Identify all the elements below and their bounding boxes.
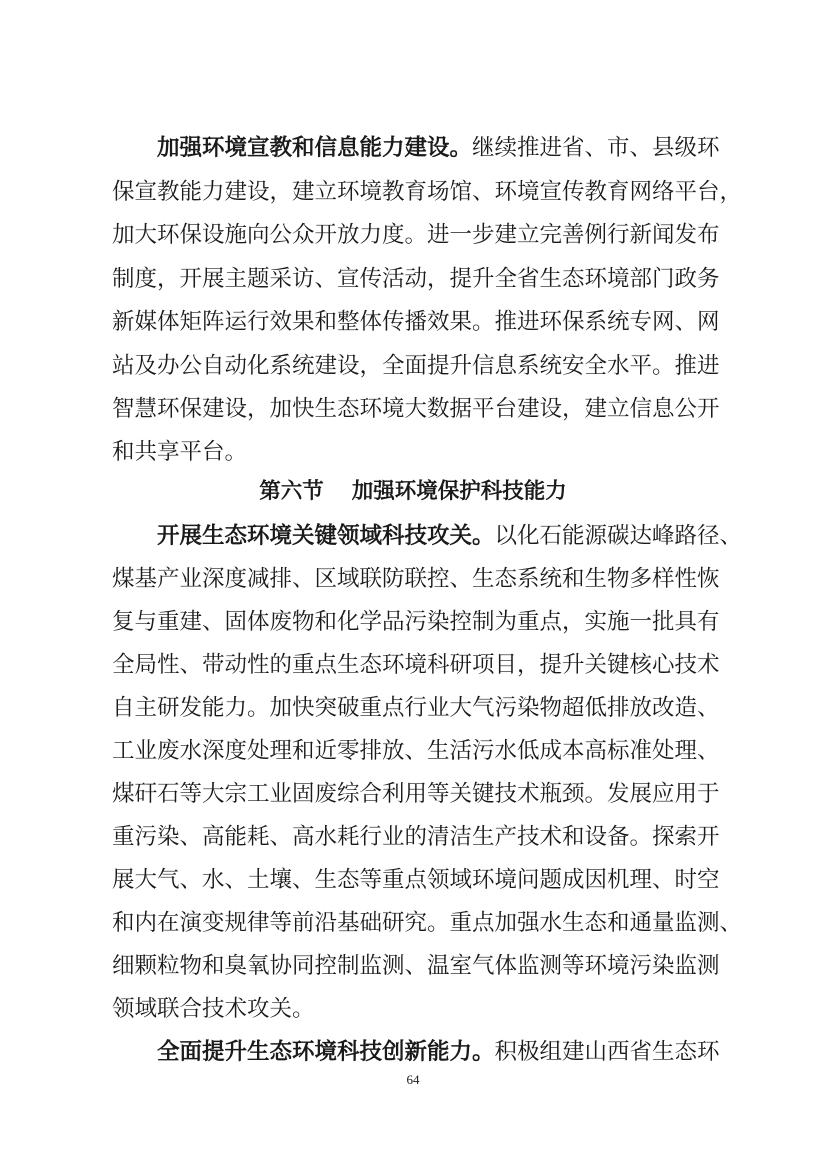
paragraph-2-line-6: 工业废水深度处理和近零排放、生活污水低成本高标准处理、: [112, 738, 720, 764]
paragraph-2-lead: 开展生态环境关键领域科技攻关。: [157, 523, 495, 549]
paragraph-2-line-11: 细颗粒物和臭氧协同控制监测、温室气体监测等环境污染监测: [112, 953, 720, 979]
paragraph-2-line-8: 重污染、高能耗、高水耗行业的清洁生产技术和设备。探索开: [112, 824, 720, 850]
section-heading: [0, 477, 826, 507]
paragraph-3-line-1: 全面提升生态环境科技创新能力。积极组建山西省生态环: [157, 1039, 720, 1065]
paragraph-1-line-2: 保宣教能力建设，建立环境教育场馆、环境宣传教育网络平台，: [112, 179, 743, 205]
paragraph-2-line-2: 煤基产业深度减排、区域联防联控、生态系统和生物多样性恢: [112, 566, 720, 592]
paragraph-2-line-1: 开展生态环境关键领域科技攻关。以化石能源碳达峰路径、: [157, 523, 743, 549]
paragraph-1-lead: 加强环境宣教和信息能力建设。: [157, 135, 473, 161]
paragraph-1-line-6: 站及办公自动化系统建设，全面提升信息系统安全水平。推进: [112, 353, 720, 379]
paragraph-2-line-12: 领域联合技术攻关。: [112, 996, 315, 1022]
paragraph-1-line-7: 智慧环保建设，加快生态环境大数据平台建设，建立信息公开: [112, 396, 720, 422]
paragraph-3-lead: 全面提升生态环境科技创新能力。: [157, 1039, 495, 1065]
paragraph-2-line-4: 全局性、带动性的重点生态环境科研项目，提升关键核心技术: [112, 652, 720, 678]
paragraph-2-line-5: 自主研发能力。加快突破重点行业大气污染物超低排放改造、: [112, 695, 720, 721]
paragraph-1-line-3: 加大环保设施向公众开放力度。进一步建立完善例行新闻发布: [112, 222, 720, 248]
paragraph-2-line-3: 复与重建、固体废物和化学品污染控制为重点，实施一批具有: [112, 609, 720, 635]
paragraph-2-line-7: 煤矸石等大宗工业固废综合利用等关键技术瓶颈。发展应用于: [112, 781, 720, 807]
paragraph-1-line-1: 加强环境宣教和信息能力建设。继续推进省、市、县级环: [157, 135, 720, 161]
paragraph-1-line-4: 制度，开展主题采访、宣传活动，提升全省生态环境部门政务: [112, 266, 720, 292]
section-number: 第六节: [259, 479, 324, 504]
section-title: 加强环境保护科技能力: [351, 479, 567, 504]
paragraph-2-line-9: 展大气、水、土壤、生态等重点领域环境问题成因机理、时空: [112, 867, 720, 893]
paragraph-2-line-10: 和内在演变规律等前沿基础研究。重点加强水生态和通量监测、: [112, 910, 743, 936]
paragraph-1-line-5: 新媒体矩阵运行效果和整体传播效果。推进环保系统专网、网: [112, 309, 720, 335]
page-number: 64: [406, 1072, 420, 1087]
paragraph-1-line-8: 和共享平台。: [112, 439, 248, 465]
